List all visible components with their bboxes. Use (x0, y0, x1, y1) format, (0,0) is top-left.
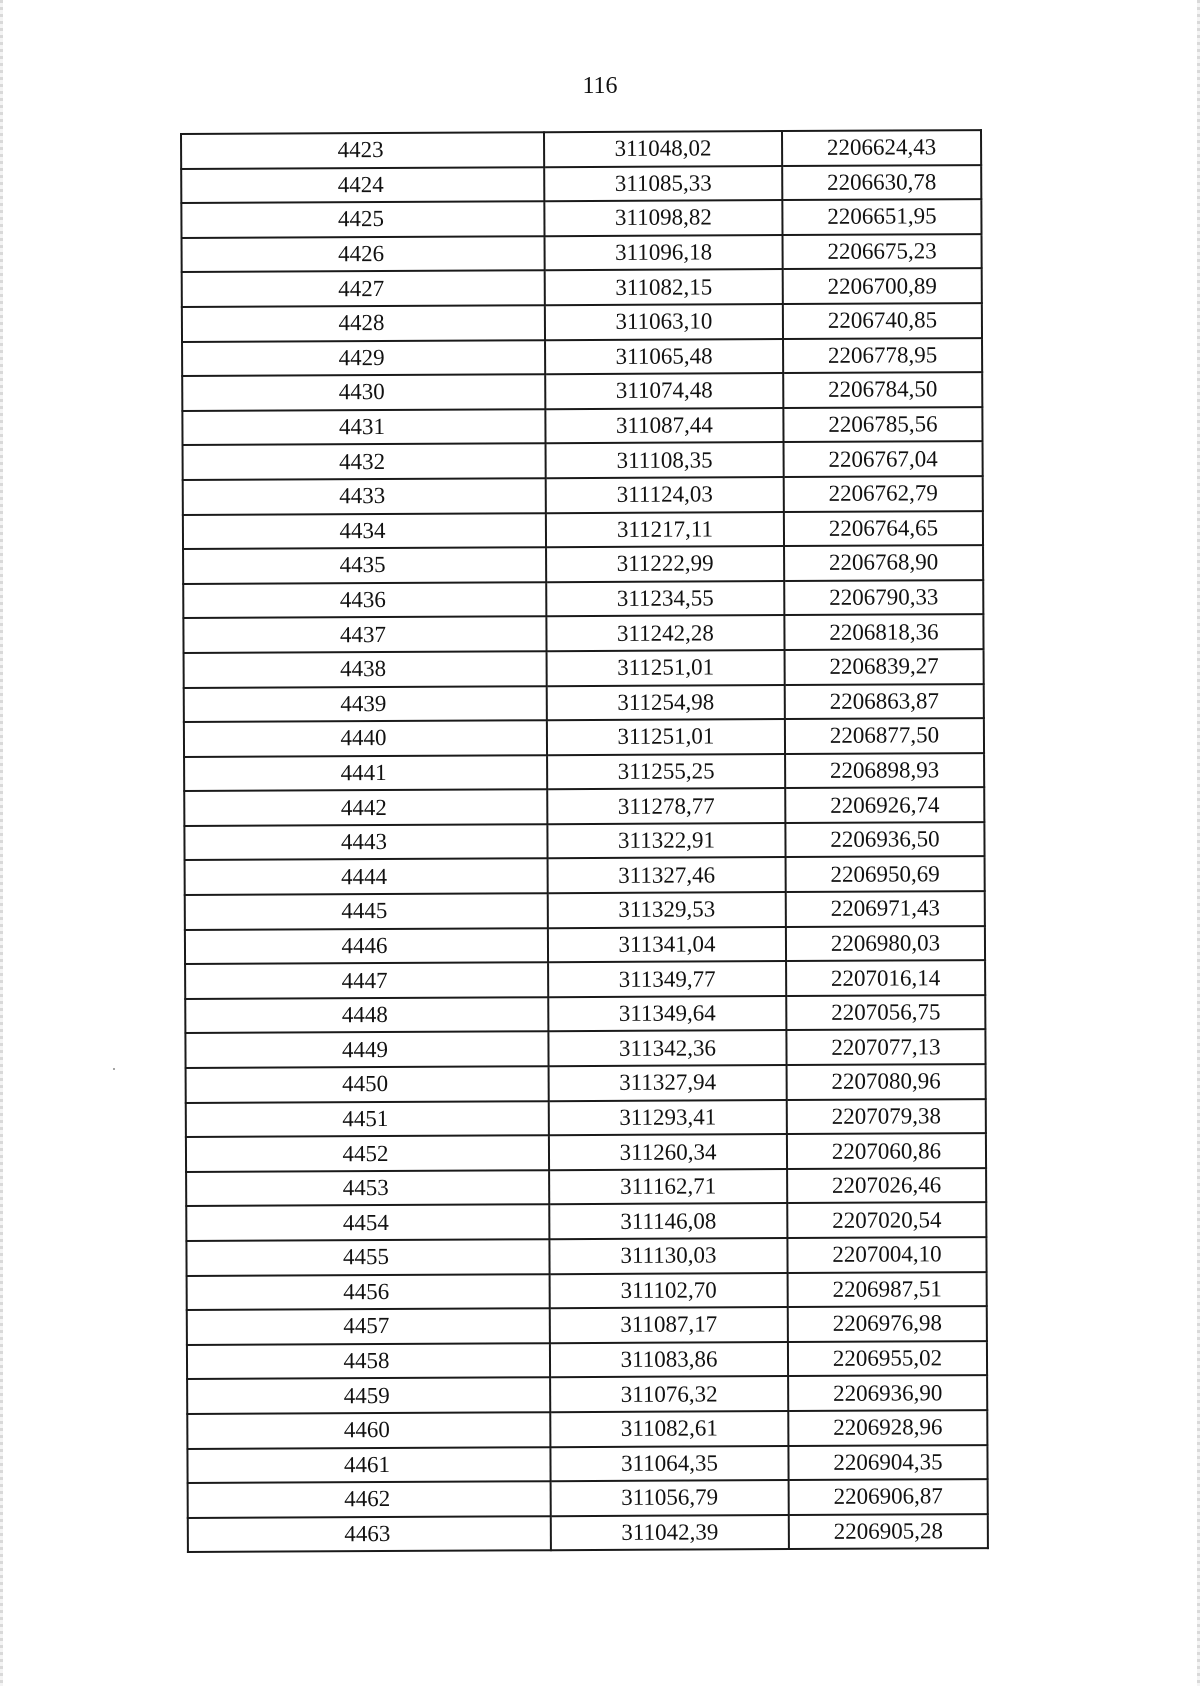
x-coordinate-cell: 311124,03 (546, 477, 784, 513)
y-coordinate-cell: 2206624,43 (782, 130, 981, 166)
table-row (184, 718, 984, 757)
table-row (183, 545, 983, 584)
y-coordinate-cell: 2207056,75 (786, 995, 985, 1031)
x-coordinate-cell: 311327,46 (548, 858, 786, 894)
point-number-cell: 4458 (187, 1343, 550, 1379)
x-coordinate-cell: 311293,41 (549, 1100, 787, 1136)
x-coordinate-cell: 311063,10 (545, 304, 783, 340)
x-coordinate-cell: 311056,79 (551, 1480, 789, 1516)
x-coordinate-cell: 311064,35 (550, 1446, 788, 1482)
coordinates-table (180, 129, 989, 1553)
point-number-cell: 4428 (182, 305, 545, 341)
y-coordinate-cell: 2206905,28 (789, 1514, 988, 1550)
table-row (185, 995, 985, 1034)
x-coordinate-cell: 311322,91 (547, 823, 785, 859)
table-row (187, 1341, 987, 1380)
point-number-cell: 4426 (182, 236, 545, 272)
point-number-cell: 4456 (187, 1274, 550, 1310)
y-coordinate-cell: 2206785,56 (783, 407, 982, 443)
x-coordinate-cell: 311083,86 (550, 1342, 788, 1378)
y-coordinate-cell: 2206675,23 (783, 234, 982, 270)
point-number-cell: 4457 (187, 1308, 550, 1344)
x-coordinate-cell: 311146,08 (549, 1203, 787, 1239)
point-number-cell: 4424 (181, 167, 544, 203)
x-coordinate-cell: 311096,18 (545, 235, 783, 271)
table-row (182, 234, 982, 273)
y-coordinate-cell: 2206936,50 (785, 822, 984, 858)
point-number-cell: 4443 (184, 824, 547, 860)
x-coordinate-cell: 311341,04 (548, 927, 786, 963)
table-row (182, 303, 982, 342)
point-number-cell: 4461 (187, 1447, 550, 1483)
y-coordinate-cell: 2206768,90 (784, 545, 983, 581)
point-number-cell: 4431 (182, 409, 545, 445)
table-row (186, 1133, 986, 1172)
x-coordinate-cell: 311130,03 (549, 1238, 787, 1274)
point-number-cell: 4459 (187, 1378, 550, 1414)
point-number-cell: 4462 (188, 1481, 551, 1517)
point-number-cell: 4434 (183, 513, 546, 549)
table-row (188, 1479, 988, 1518)
table-row (183, 614, 983, 653)
x-coordinate-cell: 311074,48 (545, 373, 783, 409)
point-number-cell: 4445 (185, 893, 548, 929)
table-row (187, 1410, 987, 1449)
x-coordinate-cell: 311048,02 (544, 131, 782, 167)
table-row (183, 441, 983, 480)
y-coordinate-cell: 2206651,95 (782, 199, 981, 235)
x-coordinate-cell: 311349,77 (548, 961, 786, 997)
table-row (185, 960, 985, 999)
y-coordinate-cell: 2206767,04 (784, 441, 983, 477)
table-row (187, 1445, 987, 1484)
y-coordinate-cell: 2207077,13 (786, 1030, 985, 1066)
x-coordinate-cell: 311082,15 (545, 269, 783, 305)
y-coordinate-cell: 2206630,78 (782, 165, 981, 201)
table-row (185, 857, 985, 896)
y-coordinate-cell: 2206740,85 (783, 303, 982, 339)
point-number-cell: 4444 (185, 859, 548, 895)
point-number-cell: 4440 (184, 720, 547, 756)
scan-speck (113, 1068, 115, 1070)
table-row (186, 1237, 986, 1276)
table-row (182, 372, 982, 411)
table-row (186, 1202, 986, 1241)
x-coordinate-cell: 311260,34 (549, 1134, 787, 1170)
point-number-cell: 4425 (181, 201, 544, 237)
point-number-cell: 4446 (185, 928, 548, 964)
point-number-cell: 4429 (182, 340, 545, 376)
x-coordinate-cell: 311108,35 (546, 442, 784, 478)
y-coordinate-cell: 2206762,79 (784, 476, 983, 512)
point-number-cell: 4439 (184, 686, 547, 722)
y-coordinate-cell: 2206980,03 (786, 926, 985, 962)
point-number-cell: 4451 (186, 1101, 549, 1137)
y-coordinate-cell: 2206971,43 (786, 891, 985, 927)
point-number-cell: 4441 (184, 755, 547, 791)
y-coordinate-cell: 2206877,50 (785, 718, 984, 754)
x-coordinate-cell: 311242,28 (546, 615, 784, 651)
point-number-cell: 4449 (185, 1032, 548, 1068)
point-number-cell: 4423 (181, 132, 544, 168)
x-coordinate-cell: 311251,01 (547, 719, 785, 755)
table-row (185, 926, 985, 965)
point-number-cell: 4455 (186, 1239, 549, 1275)
x-coordinate-cell: 311342,36 (548, 1030, 786, 1066)
point-number-cell: 4427 (182, 271, 545, 307)
x-coordinate-cell: 311087,44 (545, 408, 783, 444)
y-coordinate-cell: 2206906,87 (789, 1479, 988, 1515)
y-coordinate-cell: 2206904,35 (788, 1445, 987, 1481)
x-coordinate-cell: 311234,55 (546, 581, 784, 617)
point-number-cell: 4454 (186, 1205, 549, 1241)
table-row (186, 1099, 986, 1138)
point-number-cell: 4447 (185, 962, 548, 998)
table-row (187, 1272, 987, 1311)
y-coordinate-cell: 2206987,51 (788, 1272, 987, 1308)
y-coordinate-cell: 2206764,65 (784, 511, 983, 547)
point-number-cell: 4460 (187, 1412, 550, 1448)
x-coordinate-cell: 311102,70 (550, 1273, 788, 1309)
table-row (183, 476, 983, 515)
x-coordinate-cell: 311087,17 (550, 1307, 788, 1343)
x-coordinate-cell: 311098,82 (544, 200, 782, 236)
x-coordinate-cell: 311162,71 (549, 1169, 787, 1205)
point-number-cell: 4430 (182, 374, 545, 410)
table-row (184, 684, 984, 723)
y-coordinate-cell: 2206778,95 (783, 338, 982, 374)
y-coordinate-cell: 2206700,89 (783, 268, 982, 304)
point-number-cell: 4432 (183, 444, 546, 480)
y-coordinate-cell: 2207016,14 (786, 960, 985, 996)
coordinates-table-body (181, 130, 988, 1552)
table-row (188, 1514, 988, 1553)
x-coordinate-cell: 311065,48 (545, 339, 783, 375)
x-coordinate-cell: 311085,33 (544, 166, 782, 202)
table-row (186, 1064, 986, 1103)
table-row (187, 1306, 987, 1345)
y-coordinate-cell: 2206926,74 (785, 787, 984, 823)
table-row (181, 130, 981, 169)
point-number-cell: 4448 (185, 997, 548, 1033)
table-row (184, 787, 984, 826)
y-coordinate-cell: 2206790,33 (784, 580, 983, 616)
table-row (185, 1030, 985, 1069)
y-coordinate-cell: 2206976,98 (788, 1306, 987, 1342)
point-number-cell: 4463 (188, 1516, 551, 1552)
y-coordinate-cell: 2207004,10 (787, 1237, 986, 1273)
table-row (187, 1375, 987, 1414)
y-coordinate-cell: 2206898,93 (785, 753, 984, 789)
scan-edge-left (0, 0, 3, 1686)
table-row (183, 511, 983, 550)
y-coordinate-cell: 2207020,54 (787, 1202, 986, 1238)
table-row (181, 199, 981, 238)
table-row (186, 1168, 986, 1207)
y-coordinate-cell: 2206818,36 (784, 614, 983, 650)
x-coordinate-cell: 311076,32 (550, 1376, 788, 1412)
y-coordinate-cell: 2206955,02 (788, 1341, 987, 1377)
y-coordinate-cell: 2206950,69 (786, 857, 985, 893)
table-row (185, 891, 985, 930)
table-row (184, 753, 984, 792)
point-number-cell: 4452 (186, 1135, 549, 1171)
page-number: 116 (582, 73, 618, 99)
point-number-cell: 4453 (186, 1170, 549, 1206)
x-coordinate-cell: 311042,39 (551, 1515, 789, 1551)
x-coordinate-cell: 311329,53 (548, 892, 786, 928)
point-number-cell: 4435 (183, 547, 546, 583)
point-number-cell: 4450 (186, 1066, 549, 1102)
point-number-cell: 4437 (183, 617, 546, 653)
x-coordinate-cell: 311255,25 (547, 754, 785, 790)
y-coordinate-cell: 2206784,50 (783, 372, 982, 408)
x-coordinate-cell: 311349,64 (548, 996, 786, 1032)
y-coordinate-cell: 2206936,90 (788, 1375, 987, 1411)
y-coordinate-cell: 2206839,27 (785, 649, 984, 685)
y-coordinate-cell: 2207080,96 (787, 1064, 986, 1100)
point-number-cell: 4436 (183, 582, 546, 618)
x-coordinate-cell: 311251,01 (547, 650, 785, 686)
point-number-cell: 4433 (183, 478, 546, 514)
x-coordinate-cell: 311217,11 (546, 512, 784, 548)
table-row (181, 165, 981, 204)
x-coordinate-cell: 311222,99 (546, 546, 784, 582)
x-coordinate-cell: 311327,94 (549, 1065, 787, 1101)
table-row (182, 338, 982, 377)
table-row (182, 407, 982, 446)
table-row (183, 580, 983, 619)
x-coordinate-cell: 311278,77 (547, 788, 785, 824)
y-coordinate-cell: 2207026,46 (787, 1168, 986, 1204)
table-row (184, 822, 984, 861)
table-row (182, 268, 982, 307)
point-number-cell: 4442 (184, 789, 547, 825)
table-row (184, 649, 984, 688)
x-coordinate-cell: 311082,61 (550, 1411, 788, 1447)
y-coordinate-cell: 2206928,96 (788, 1410, 987, 1446)
x-coordinate-cell: 311254,98 (547, 685, 785, 721)
point-number-cell: 4438 (184, 651, 547, 687)
y-coordinate-cell: 2207060,86 (787, 1133, 986, 1169)
y-coordinate-cell: 2207079,38 (787, 1099, 986, 1135)
y-coordinate-cell: 2206863,87 (785, 684, 984, 720)
